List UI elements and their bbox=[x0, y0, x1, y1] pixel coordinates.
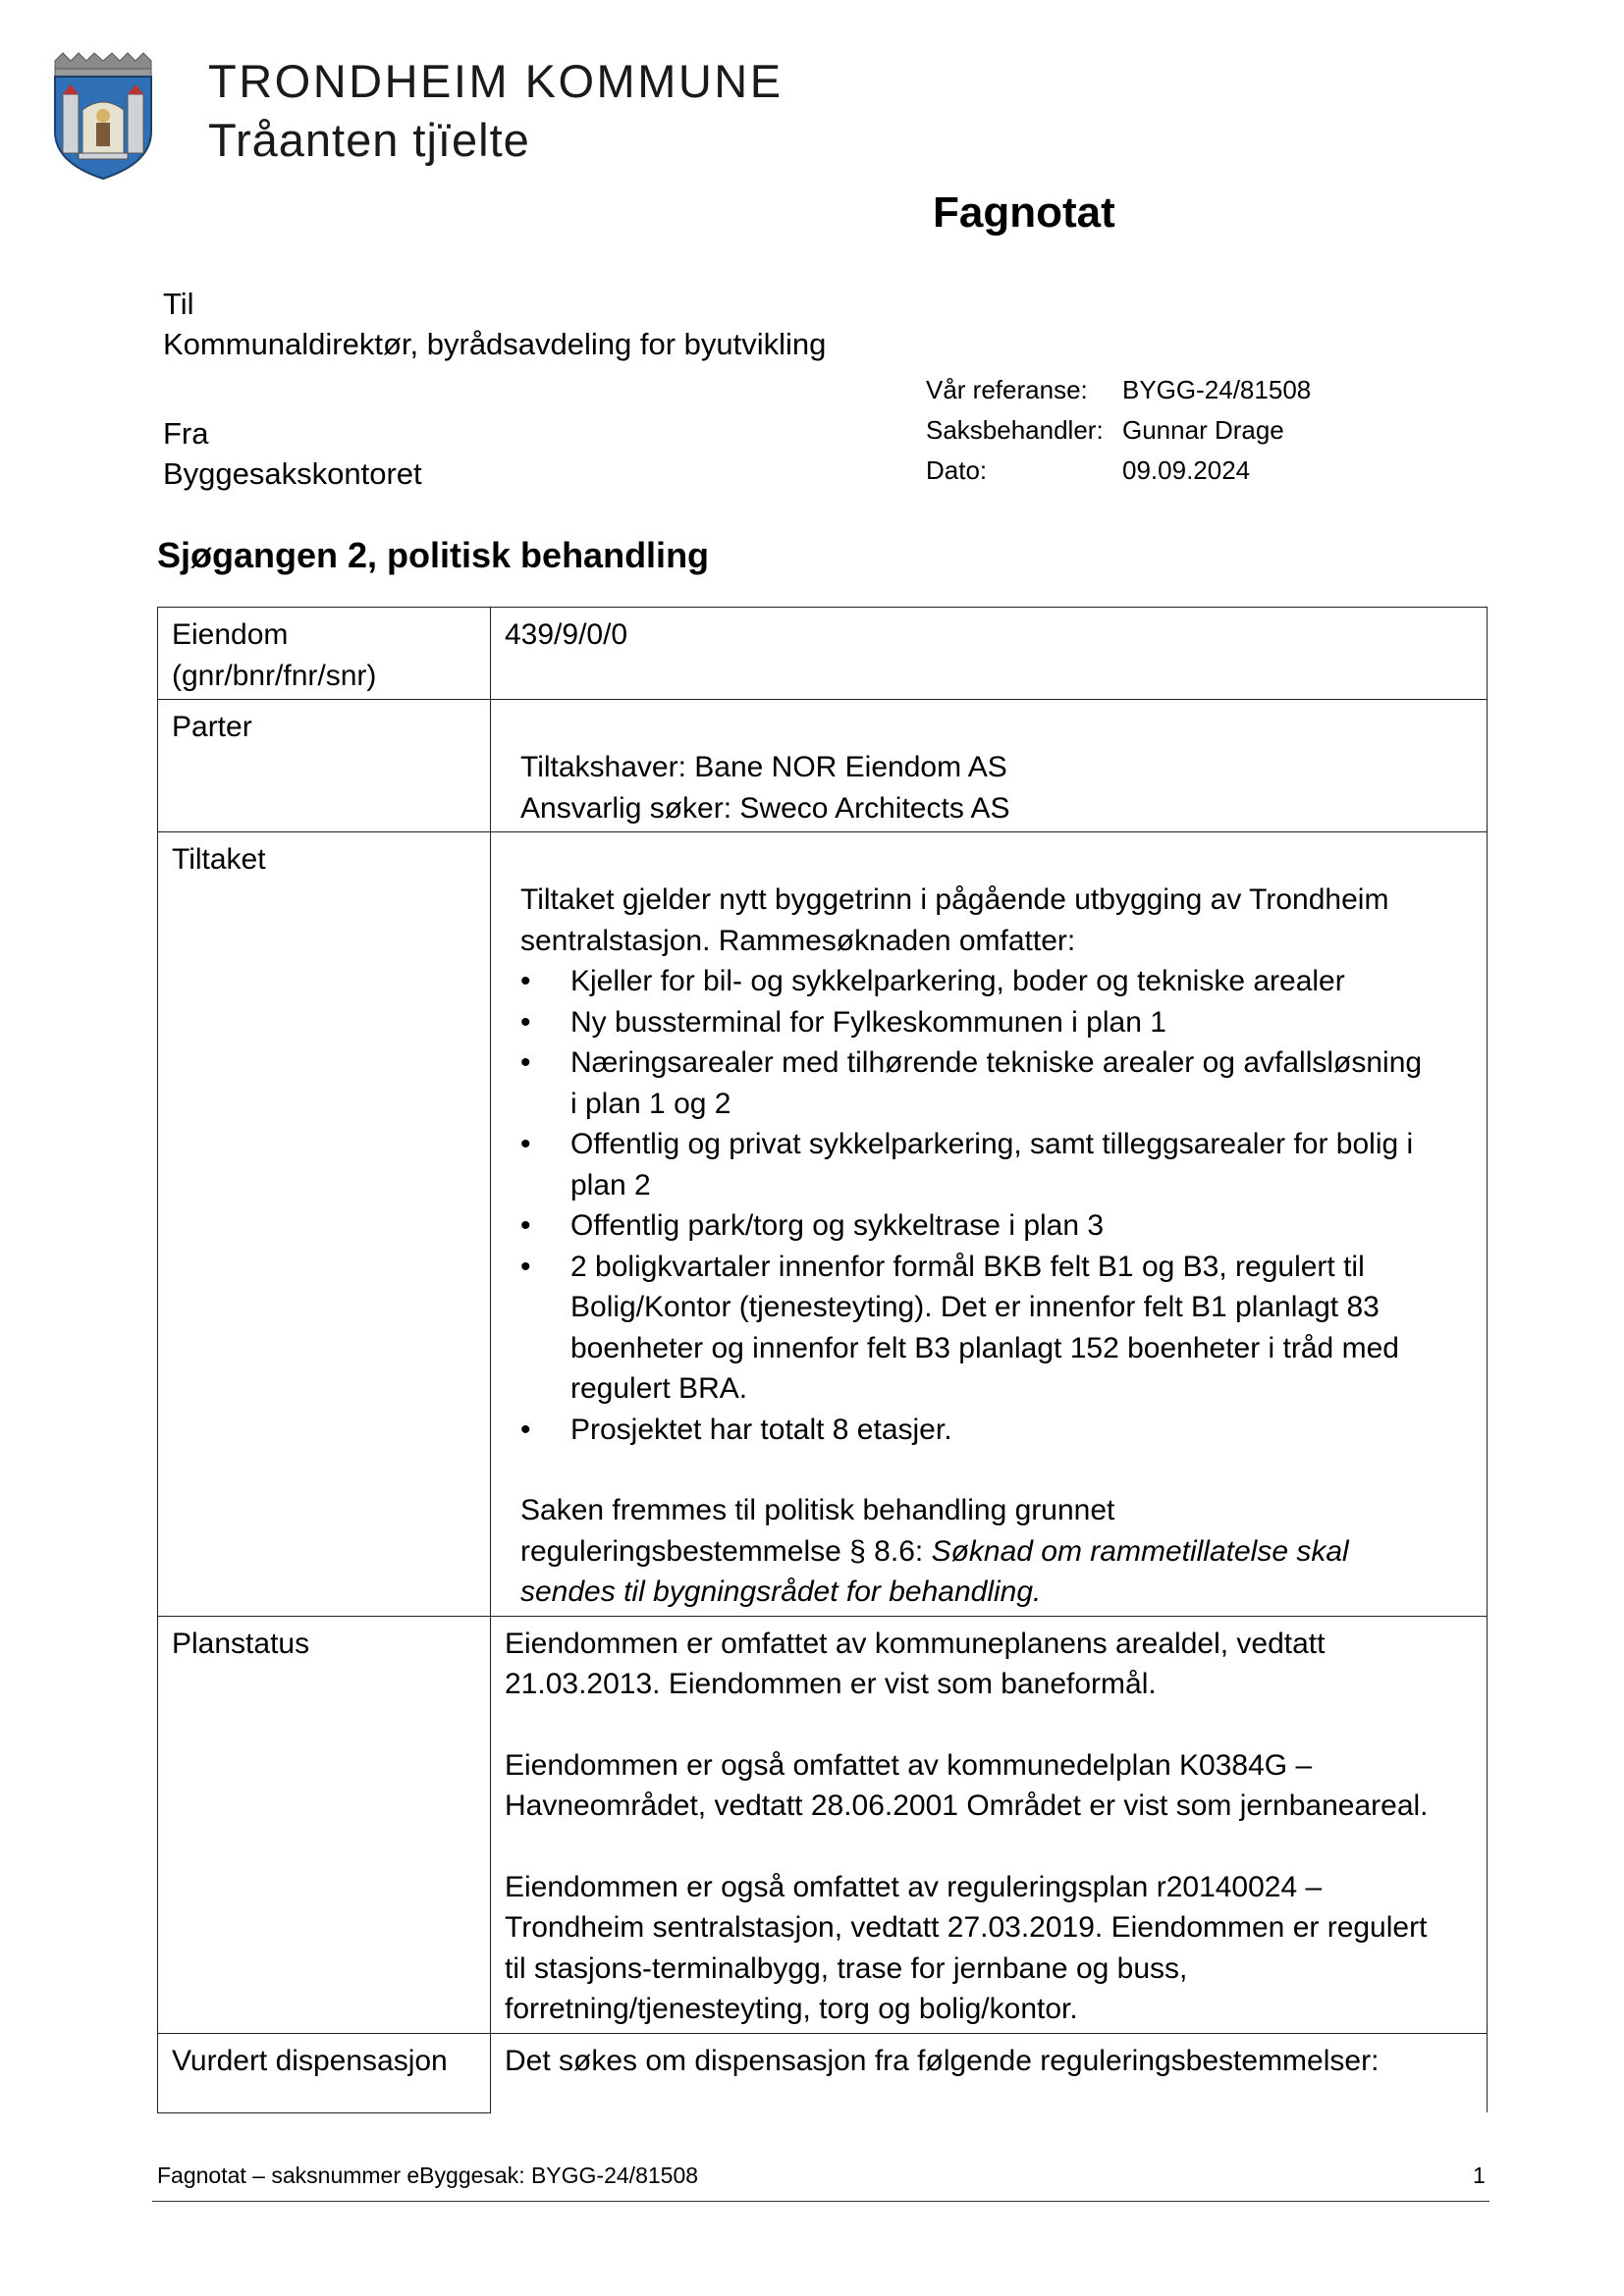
date-label: Dato: bbox=[926, 455, 988, 485]
plan-status-line: Havneområdet, vedtatt 28.06.2001 Området er vist som jernbaneareal. bbox=[505, 1789, 1429, 1822]
subject-heading: Sjøgangen 2, politisk behandling bbox=[157, 535, 710, 575]
property-value: 439/9/0/0 bbox=[505, 618, 628, 651]
organization-name: TRONDHEIM KOMMUNE bbox=[208, 55, 784, 107]
footer-divider bbox=[152, 2201, 1489, 2202]
project-scope-item bbox=[520, 1247, 1473, 1410]
dispensation-label: Vurdert dispensasjon bbox=[158, 2033, 491, 2112]
parties-value-cell bbox=[491, 700, 1488, 832]
parties-label: Parter bbox=[158, 700, 491, 832]
project-scope-item-line: • Ny bussterminal for Fylkeskommunen i plan 1 bbox=[570, 1005, 1166, 1039]
table-row-parties bbox=[158, 700, 1488, 832]
project-scope-item-line: boenheter og innenfor felt B3 planlagt 152 boenheter i tråd med bbox=[570, 1331, 1399, 1364]
footer-case-reference: Fagnotat – saksnummer eByggesak: BYGG-24/81508 bbox=[157, 2163, 699, 2188]
project-scope-item-line: • Offentlig park/torg og sykkeltrase i plan 3 bbox=[570, 1209, 1105, 1242]
plan-status-line: til stasjons-terminalbygg, trase for jernbane og buss, bbox=[505, 1951, 1188, 1985]
project-scope-item-line: • Prosjektet har totalt 8 etasjer. bbox=[570, 1413, 952, 1446]
to-recipient: Kommunaldirektør, byrådsavdeling for byutvikling bbox=[163, 327, 827, 361]
plan-status-line: Trondheim sentralstasjon, vedtatt 27.03.2019. Eiendommen er regulert bbox=[505, 1911, 1428, 1944]
plan-status-line: forretning/tjenesteyting, torg og bolig/kontor. bbox=[505, 1993, 1078, 2025]
project-label: Tiltaket bbox=[158, 832, 491, 1617]
plan-status-line: Eiendommen er omfattet av kommuneplanens arealdel, vedtatt bbox=[505, 1627, 1326, 1660]
page-number: 1 bbox=[1473, 2163, 1486, 2188]
table-row-dispensation bbox=[158, 2033, 1488, 2112]
project-scope-item-line: i plan 1 og 2 bbox=[570, 1087, 731, 1120]
developer: Tiltakshaver: Bane NOR Eiendom AS bbox=[520, 751, 1007, 783]
plan-status-value-cell bbox=[491, 1616, 1488, 2033]
to-label: Til bbox=[163, 287, 194, 321]
project-scope-item-line: Bolig/Kontor (tjenesteyting). Det er innenfor felt B1 planlagt 83 bbox=[570, 1291, 1380, 1323]
project-intro bbox=[505, 880, 1473, 961]
regulation-quote: Søknad om rammetillatelse skal bbox=[931, 1534, 1349, 1568]
project-intro-line: Tiltaket gjelder nytt byggetrinn i pågående utbygging av Trondheim bbox=[520, 883, 1389, 916]
case-officer-value: Gunnar Drage bbox=[1122, 415, 1284, 445]
project-value-cell bbox=[491, 832, 1488, 1617]
property-label-detail: (gnr/bnr/fnr/snr) bbox=[172, 659, 377, 692]
political-reason-line: Saken fremmes til politisk behandling grunnet bbox=[520, 1494, 1115, 1526]
plan-status-paragraph bbox=[505, 1624, 1473, 1705]
political-reason-line bbox=[520, 1531, 1473, 1573]
project-scope-item bbox=[520, 961, 1473, 1002]
political-reason-line bbox=[520, 1572, 1473, 1613]
plan-status-line: 21.03.2013. Eiendommen er vist som baneformål. bbox=[505, 1668, 1157, 1700]
table-row-property bbox=[158, 608, 1488, 700]
case-info-table bbox=[157, 607, 1488, 2113]
organization-name-south-sami: Tråanten tjïelte bbox=[208, 114, 530, 166]
plan-status-paragraph bbox=[505, 1867, 1473, 2030]
date-value: 09.09.2024 bbox=[1122, 455, 1251, 485]
property-label-cell bbox=[158, 608, 491, 700]
reference-block bbox=[926, 370, 1311, 491]
project-scope-item bbox=[520, 1042, 1473, 1124]
property-label: Eiendom bbox=[172, 618, 289, 651]
project-scope-item-line: plan 2 bbox=[570, 1168, 651, 1201]
our-reference-value: BYGG-24/81508 bbox=[1122, 375, 1312, 404]
our-reference-label: Vår referanse: bbox=[926, 375, 1088, 404]
project-scope-item-line: • Kjeller for bil- og sykkelparkering, boder og tekniske arealer bbox=[570, 965, 1345, 997]
project-scope-item bbox=[520, 1205, 1473, 1247]
project-scope-item bbox=[520, 1410, 1473, 1451]
project-scope-item bbox=[520, 1124, 1473, 1205]
project-scope-item-line: • Offentlig og privat sykkelparkering, samt tilleggsarealer for bolig i bbox=[570, 1128, 1414, 1160]
plan-status-line: Eiendommen er også omfattet av kommunedelplan K0384G – bbox=[505, 1748, 1313, 1782]
regulation-quote: sendes til bygningsrådet for behandling. bbox=[520, 1575, 1042, 1608]
document-type-title: Fagnotat bbox=[933, 188, 1115, 237]
plan-status-label: Planstatus bbox=[158, 1616, 491, 2033]
project-scope-item-line: • Næringsarealer med tilhørende tekniske arealer og avfallsløsning bbox=[570, 1046, 1423, 1079]
plan-status-line: Eiendommen er også omfattet av reguleringsplan r20140024 – bbox=[505, 1870, 1323, 1903]
from-label: Fra bbox=[163, 416, 209, 451]
project-scope-item-line: regulert BRA. bbox=[570, 1372, 748, 1405]
property-value-cell bbox=[491, 608, 1488, 700]
dispensation-value: Det søkes om dispensasjon fra følgende reguleringsbestemmelser: bbox=[491, 2033, 1488, 2112]
plan-status-paragraph bbox=[505, 1745, 1473, 1827]
project-intro-line: sentralstasjon. Rammesøknaden omfatter: bbox=[520, 924, 1076, 957]
regulation-reference: reguleringsbestemmelse § 8.6: bbox=[520, 1534, 932, 1568]
table-row-plan-status bbox=[158, 1616, 1488, 2033]
project-scope-item bbox=[520, 1002, 1473, 1043]
project-scope-item-line: • 2 boligkvartaler innenfor formål BKB felt B1 og B3, regulert til bbox=[570, 1250, 1365, 1283]
coat-of-arms-icon bbox=[49, 51, 157, 181]
applicant: Ansvarlig søker: Sweco Architects AS bbox=[520, 791, 1010, 825]
table-row-project bbox=[158, 832, 1488, 1617]
from-sender: Byggesakskontoret bbox=[163, 456, 422, 491]
political-reason bbox=[505, 1490, 1473, 1613]
project-scope-list bbox=[505, 961, 1473, 1450]
case-officer-label: Saksbehandler: bbox=[926, 415, 1104, 445]
